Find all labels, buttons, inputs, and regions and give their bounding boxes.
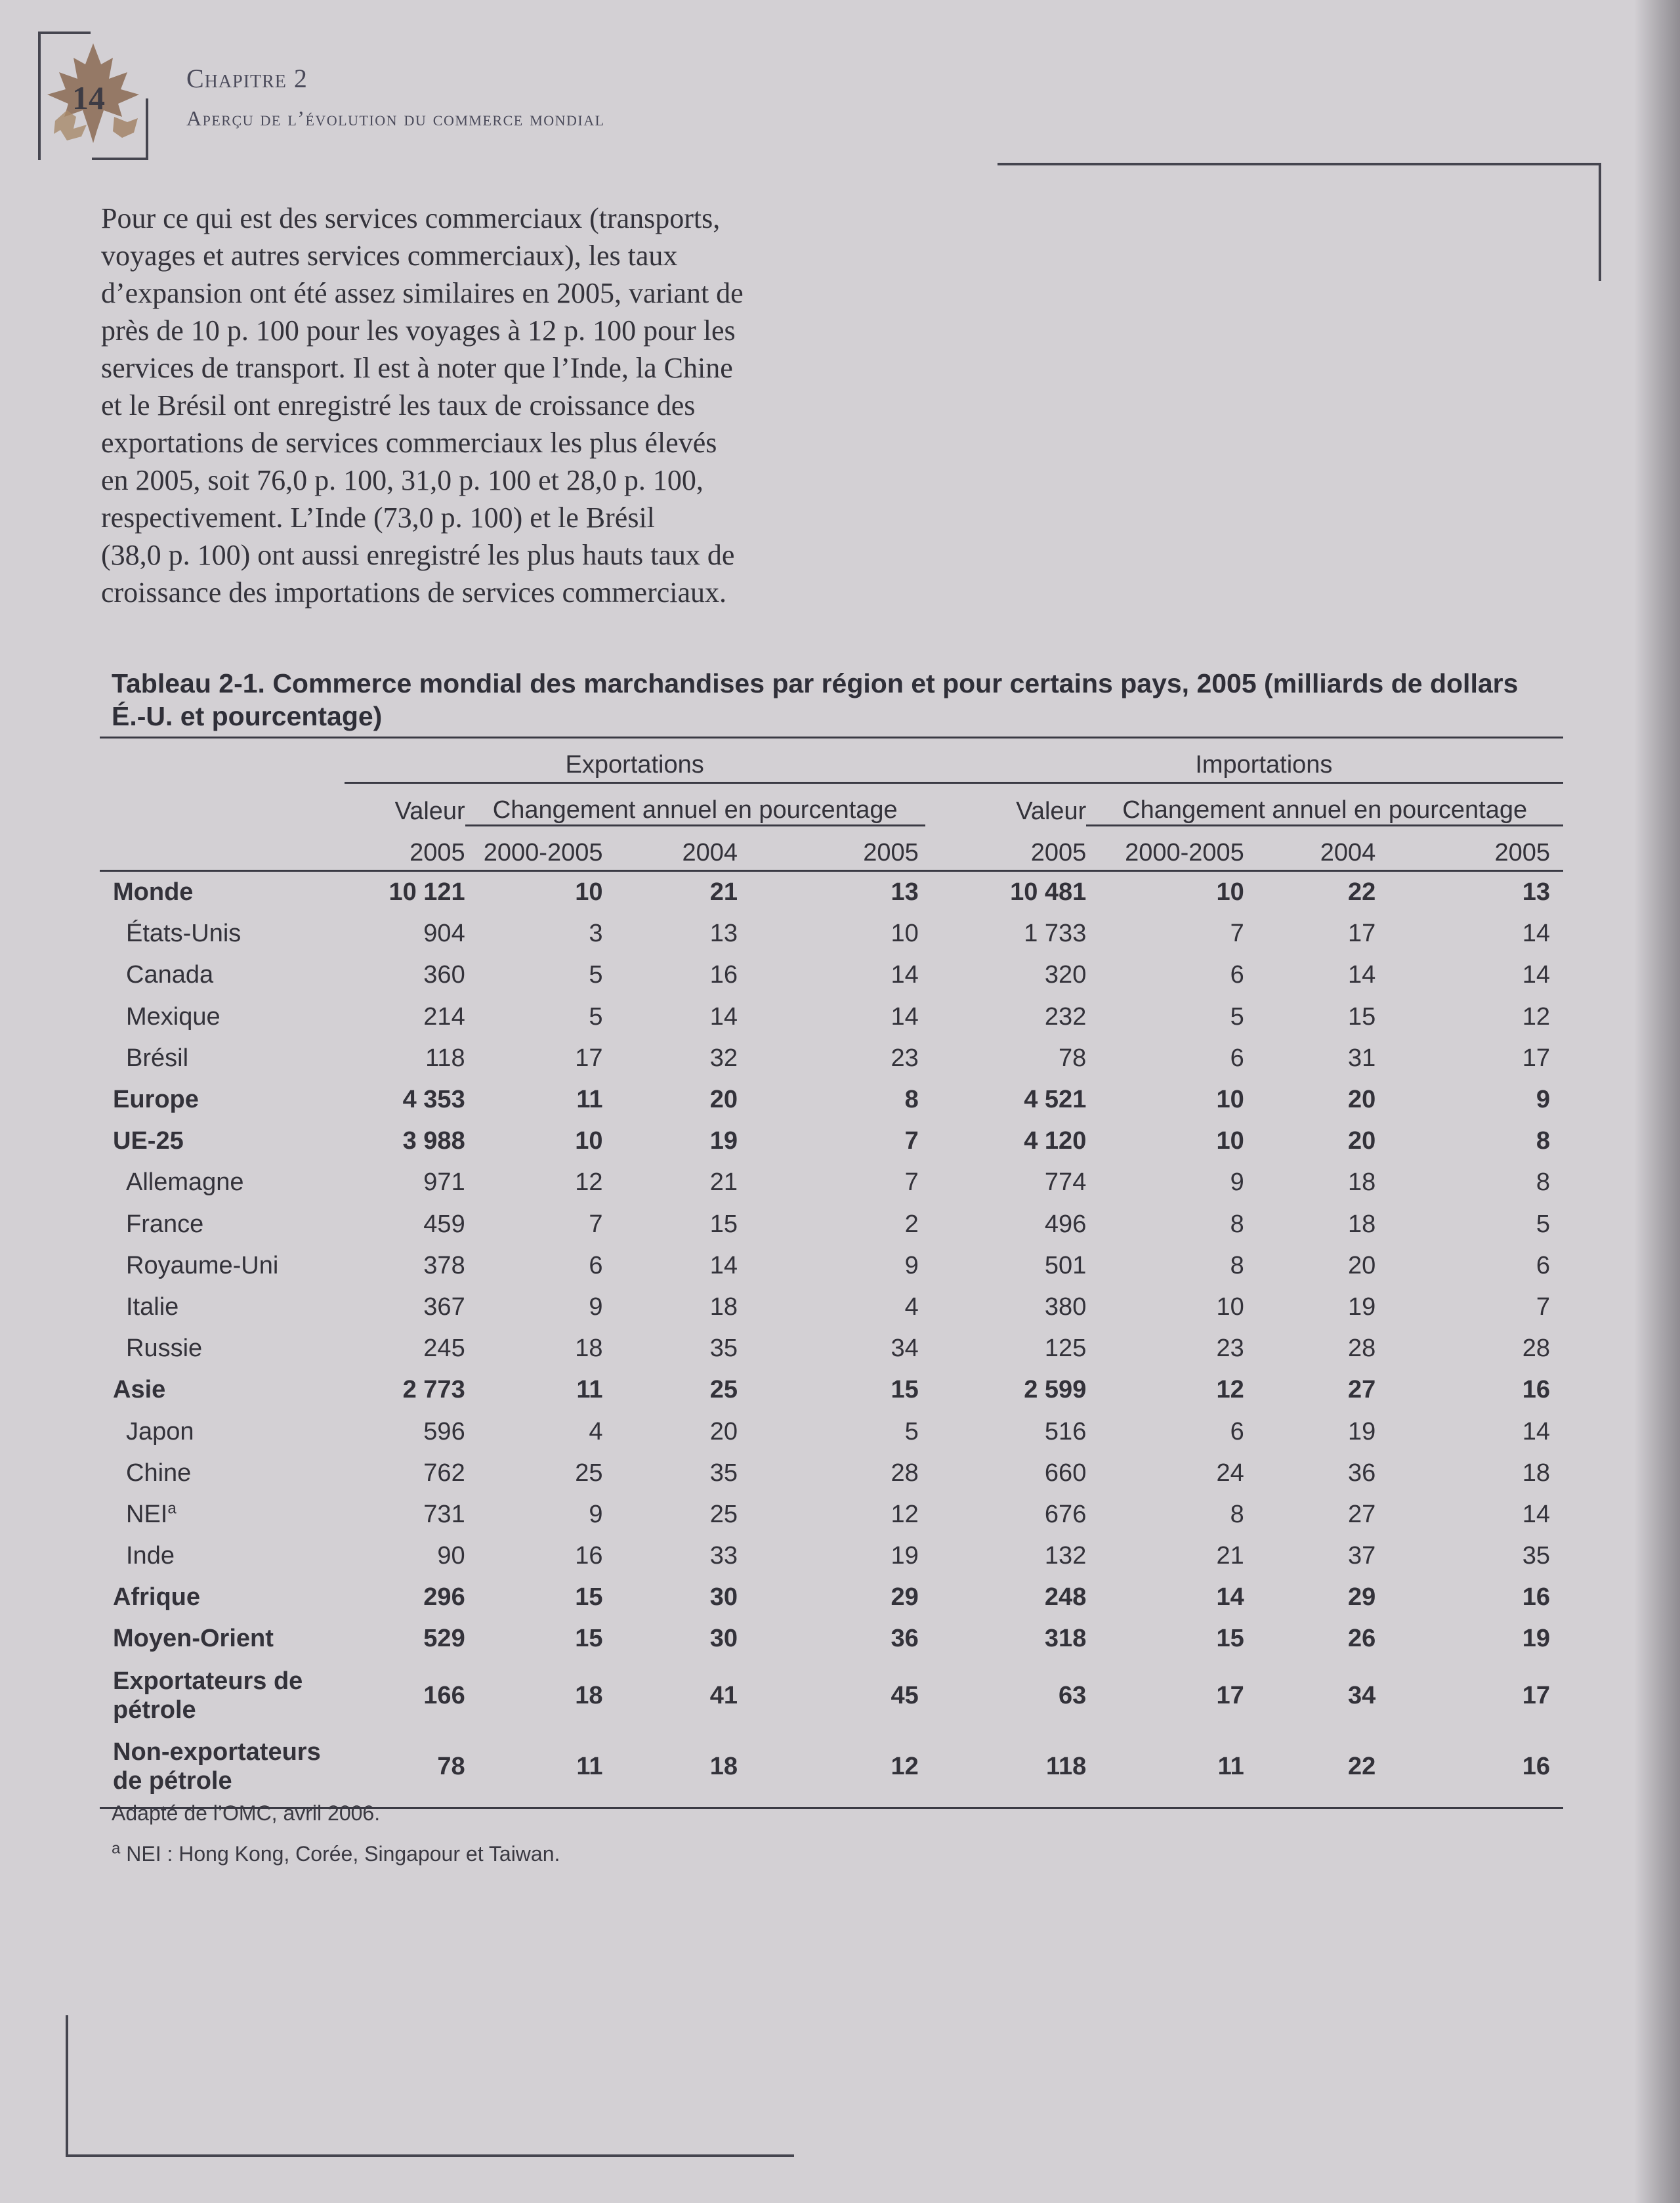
table-cell: 4 353: [402, 1086, 465, 1114]
imports-group-header: Importations: [925, 738, 1563, 783]
table-cell: 18: [709, 1752, 738, 1780]
footnote-text: NEI : Hong Kong, Corée, Singapour et Taiwan.: [120, 1842, 560, 1866]
table-cell: 36: [1348, 1459, 1376, 1487]
paragraph-line: voyages et autres services commerciaux), les taux: [101, 240, 678, 272]
table-cell: 14: [1522, 920, 1550, 948]
paragraph-line: exportations de services commerciaux les plus élevés: [101, 427, 717, 459]
table-cell: 496: [1044, 1210, 1087, 1238]
table-cell: 7: [589, 1210, 603, 1238]
table-cell: 762: [423, 1459, 465, 1487]
table-cell: 35: [709, 1335, 738, 1363]
table-cell: 19: [709, 1127, 738, 1155]
year-header: 2005: [925, 826, 1087, 871]
table-row: [100, 1577, 1563, 1618]
year-header: 2000-2005: [465, 826, 603, 871]
row-label-footnote-mark: a: [167, 1499, 177, 1518]
table-cell: 232: [1044, 1002, 1087, 1031]
table-cell: 20: [1348, 1086, 1376, 1114]
row-label: [100, 1411, 345, 1452]
table-cell: 14: [891, 1002, 919, 1031]
table-cell: 18: [575, 1335, 603, 1363]
table-row: [100, 1369, 1563, 1411]
table-cell: 36: [891, 1625, 919, 1653]
paragraph-line: et le Brésil ont enregistré les taux de croissance des: [101, 389, 696, 421]
header-spacer: [100, 738, 345, 783]
table-cell: 10: [575, 878, 603, 907]
table-cell: 118: [425, 1044, 465, 1072]
table-cell: 30: [709, 1583, 738, 1612]
table-cell: 12: [575, 1168, 603, 1197]
decorative-frame-bottom: [66, 2154, 794, 2157]
year-header: 2004: [1244, 826, 1402, 871]
row-label-text: NEI: [126, 1500, 168, 1528]
table-cell: 14: [1216, 1583, 1244, 1612]
table-cell: 15: [1216, 1625, 1244, 1653]
body-paragraph: [101, 200, 803, 611]
paragraph-line: Pour ce qui est des services commerciaux (transports,: [101, 202, 721, 234]
table-cell: 6: [1536, 1251, 1550, 1279]
table-cell: 8: [904, 1086, 919, 1114]
exports-group-header: Exportations: [345, 738, 925, 783]
table-cell: 33: [709, 1542, 738, 1570]
footnote: [112, 1839, 560, 1866]
row-label: [100, 1245, 345, 1287]
row-label-text: Asie: [113, 1376, 166, 1404]
row-label: [100, 1287, 345, 1328]
table-cell: 459: [423, 1210, 465, 1238]
page-number: 14: [72, 79, 105, 116]
table-cell: 1 733: [1024, 920, 1087, 948]
table-caption: Tableau 2-1. Commerce mondial des marchandises par région et pour certains pays, 2005 (milliards de dollars É.-U. et pourcentage): [112, 668, 1519, 731]
table-cell: 10 121: [388, 878, 465, 907]
table-row: [100, 1411, 1563, 1452]
table-cell: 676: [1044, 1500, 1087, 1528]
table-cell: 17: [575, 1044, 603, 1072]
table-cell: 10: [1216, 1293, 1244, 1321]
table-cell: 35: [1522, 1542, 1550, 1570]
table-cell: 6: [589, 1251, 603, 1279]
table-row: [100, 1038, 1563, 1079]
decorative-frame-top-right: [998, 163, 1601, 165]
table-cell: 14: [709, 1251, 738, 1279]
row-label-text: Inde: [126, 1542, 175, 1570]
table-cell: 8: [1230, 1210, 1244, 1238]
table-cell: 318: [1044, 1625, 1087, 1653]
row-label-text: Europe: [113, 1086, 199, 1114]
page-edge-shadow: [1634, 0, 1680, 2203]
table-cell: 14: [891, 961, 919, 989]
row-label: [100, 1535, 345, 1577]
decorative-frame-right: [1599, 163, 1601, 281]
table-row: [100, 954, 1563, 996]
row-label: [100, 1369, 345, 1411]
row-label-text: Royaume-Uni: [126, 1251, 279, 1279]
table-cell: 7: [904, 1127, 919, 1155]
table-cell: 25: [709, 1500, 738, 1528]
table-cell: 23: [1216, 1335, 1244, 1363]
table-cell: 5: [1230, 1002, 1244, 1031]
table-cell: 15: [891, 1376, 919, 1404]
header-spacer: [100, 826, 345, 871]
table-cell: 20: [709, 1417, 738, 1445]
year-header: 2000-2005: [1086, 826, 1244, 871]
table-cell: 12: [1522, 1002, 1550, 1031]
year-header: 2005: [1402, 826, 1563, 871]
row-label-text: Afrique: [113, 1583, 200, 1612]
table-cell: 9: [904, 1251, 919, 1279]
table-row: [100, 1618, 1563, 1659]
chapter-label: Chapitre 2: [186, 64, 308, 93]
table-cell: 4: [904, 1293, 919, 1321]
row-label: [100, 1079, 345, 1121]
table-cell: 41: [709, 1681, 738, 1709]
year-header: 2004: [602, 826, 764, 871]
table-cell: 35: [709, 1459, 738, 1487]
table-row: [100, 913, 1563, 954]
table-cell: 2 773: [402, 1376, 465, 1404]
table-cell: 10: [891, 920, 919, 948]
table-cell: 10 481: [1010, 878, 1087, 907]
table-cell: 27: [1348, 1500, 1376, 1528]
table-cell: 10: [1216, 1127, 1244, 1155]
row-label: [100, 1453, 345, 1494]
table-cell: 17: [1348, 920, 1376, 948]
source-note: Adapté de l’OMC, avril 2006.: [112, 1801, 381, 1825]
footnote-mark: a: [112, 1839, 121, 1858]
table-cell: 731: [423, 1500, 465, 1528]
paragraph-line: près de 10 p. 100 pour les voyages à 12 p. 100 pour les: [101, 314, 736, 347]
table-cell: 21: [1216, 1542, 1244, 1570]
table-cell: 5: [589, 961, 603, 989]
row-label-text: Italie: [126, 1293, 179, 1321]
table-cell: 28: [1522, 1335, 1550, 1363]
table-cell: 9: [589, 1500, 603, 1528]
table-cell: 529: [423, 1625, 465, 1653]
table-cell: 14: [709, 1002, 738, 1031]
table-cell: 13: [1522, 878, 1550, 907]
chapter-title: Aperçu de l’évolution du commerce mondial: [186, 106, 605, 130]
table-cell: 16: [1522, 1752, 1550, 1780]
table-cell: 25: [709, 1376, 738, 1404]
table-cell: 28: [891, 1459, 919, 1487]
table-row: [100, 1328, 1563, 1369]
table-cell: 248: [1044, 1583, 1087, 1612]
table-cell: 26: [1348, 1625, 1376, 1653]
table-cell: 29: [891, 1583, 919, 1612]
table-row: [100, 1660, 1563, 1731]
row-label: [100, 996, 345, 1038]
table-cell: 4 521: [1024, 1086, 1087, 1114]
table-cell: 11: [1217, 1752, 1244, 1780]
table-cell: 6: [1230, 1417, 1244, 1445]
row-label: [100, 1660, 345, 1731]
table-cell: 501: [1044, 1251, 1087, 1279]
row-label-text: Russie: [126, 1335, 203, 1363]
table-cell: 8: [1536, 1168, 1550, 1197]
table-cell: 9: [1230, 1168, 1244, 1197]
paragraph-line: respectivement. L’Inde (73,0 p. 100) et le Brésil: [101, 502, 655, 534]
table-cell: 774: [1044, 1168, 1087, 1197]
table-cell: 90: [437, 1542, 465, 1570]
table-cell: 29: [1348, 1583, 1376, 1612]
table-cell: 14: [1348, 961, 1376, 989]
table-row: [100, 1245, 1563, 1287]
table-cell: 19: [1348, 1417, 1376, 1445]
table-cell: 4: [589, 1417, 603, 1445]
table-row: [100, 1494, 1563, 1535]
table-cell: 2: [904, 1210, 919, 1238]
table-body: [100, 871, 1563, 1808]
table-cell: 10: [1216, 1086, 1244, 1114]
table-cell: 17: [1216, 1681, 1244, 1709]
row-label: [100, 1162, 345, 1203]
table-cell: 19: [1348, 1293, 1376, 1321]
row-label-text: Chine: [126, 1459, 192, 1487]
row-label-text: Mexique: [126, 1002, 220, 1031]
table-cell: 320: [1044, 961, 1087, 989]
table-row: [100, 1079, 1563, 1121]
table-cell: 5: [1536, 1210, 1550, 1238]
table-cell: 132: [1044, 1542, 1087, 1570]
table-cell: 971: [423, 1168, 465, 1197]
table-cell: 12: [891, 1752, 919, 1780]
table-cell: 17: [1522, 1044, 1550, 1072]
table-cell: 17: [1522, 1681, 1550, 1709]
header-spacer: [100, 783, 345, 826]
table-cell: 904: [423, 920, 465, 948]
paragraph-line: croissance des importations de services commerciaux.: [101, 576, 727, 609]
table-cell: 125: [1044, 1335, 1087, 1363]
row-label: [100, 1121, 345, 1162]
table-cell: 16: [1522, 1583, 1550, 1612]
row-label: [100, 1731, 345, 1808]
row-label-text: Japon: [126, 1417, 194, 1445]
row-label: [100, 1494, 345, 1535]
table-cell: 245: [423, 1335, 465, 1363]
table-cell: 78: [437, 1752, 465, 1780]
exports-change-header: Changement annuel en pourcentage: [465, 783, 925, 826]
table-cell: 34: [1348, 1681, 1376, 1709]
table-cell: 7: [904, 1168, 919, 1197]
table-cell: 596: [423, 1417, 465, 1445]
table-cell: 8: [1230, 1500, 1244, 1528]
table-cell: 11: [576, 1376, 603, 1404]
table-cell: 20: [1348, 1251, 1376, 1279]
table-cell: 45: [891, 1681, 919, 1709]
table-cell: 5: [904, 1417, 919, 1445]
table-cell: 15: [575, 1583, 603, 1612]
table-cell: 11: [576, 1086, 603, 1114]
table-cell: 16: [575, 1542, 603, 1570]
table-cell: 18: [1348, 1168, 1376, 1197]
table-row: [100, 871, 1563, 914]
table-row: [100, 1453, 1563, 1494]
paragraph-line: en 2005, soit 76,0 p. 100, 31,0 p. 100 et 28,0 p. 100,: [101, 464, 704, 496]
table-cell: 15: [1348, 1002, 1376, 1031]
table-cell: 8: [1536, 1127, 1550, 1155]
table-cell: 34: [891, 1335, 919, 1363]
table-cell: 2 599: [1024, 1376, 1087, 1404]
paragraph-line: services de transport. Il est à noter que l’Inde, la Chine: [101, 352, 733, 384]
table-cell: 30: [709, 1625, 738, 1653]
header-frame-top: [38, 32, 91, 34]
table-cell: 16: [709, 961, 738, 989]
table-cell: 28: [1348, 1335, 1376, 1363]
table-cell: 6: [1230, 961, 1244, 989]
table-row: [100, 1535, 1563, 1577]
table-cell: 15: [575, 1625, 603, 1653]
paragraph-line: (38,0 p. 100) ont aussi enregistré les plus hauts taux de: [101, 539, 735, 571]
table-cell: 5: [589, 1002, 603, 1031]
table-cell: 19: [1522, 1625, 1550, 1653]
table-cell: 8: [1230, 1251, 1244, 1279]
paragraph-line: d’expansion ont été assez similaires en 2005, variant de: [101, 277, 744, 309]
imports-value-header: Valeur: [1016, 797, 1087, 825]
table-cell: 380: [1044, 1293, 1087, 1321]
table-row: [100, 1204, 1563, 1245]
table-cell: 166: [423, 1681, 465, 1709]
row-label: [100, 954, 345, 996]
table-cell: 14: [1522, 1500, 1550, 1528]
table-cell: 14: [1522, 961, 1550, 989]
table-cell: 6: [1230, 1044, 1244, 1072]
table-cell: 19: [891, 1542, 919, 1570]
row-label-text: Exportateurs de pétrole: [113, 1667, 303, 1724]
row-label-text: France: [126, 1210, 204, 1238]
row-label-text: Non-exportateurs de pétrole: [113, 1738, 321, 1795]
table-cell: 516: [1044, 1417, 1087, 1445]
row-label: [100, 1328, 345, 1369]
header-frame-bottom: [92, 158, 148, 160]
table-cell: 63: [1059, 1681, 1087, 1709]
table-cell: 23: [891, 1044, 919, 1072]
table-row: [100, 1731, 1563, 1808]
table-cell: 13: [891, 878, 919, 907]
table-cell: 22: [1348, 878, 1376, 907]
row-label-text: UE-25: [113, 1127, 184, 1155]
table-cell: 10: [575, 1127, 603, 1155]
table-cell: 378: [423, 1251, 465, 1279]
table-cell: 10: [1216, 878, 1244, 907]
header-frame-right: [146, 98, 148, 160]
table-cell: 16: [1522, 1376, 1550, 1404]
table-cell: 296: [423, 1583, 465, 1612]
row-label: [100, 871, 345, 914]
table-cell: 15: [709, 1210, 738, 1238]
table-cell: 12: [891, 1500, 919, 1528]
table-cell: 7: [1536, 1293, 1550, 1321]
table-cell: 18: [709, 1293, 738, 1321]
table-cell: 25: [575, 1459, 603, 1487]
year-header: 2005: [345, 826, 465, 871]
table-cell: 24: [1216, 1459, 1244, 1487]
imports-change-header: Changement annuel en pourcentage: [1086, 783, 1563, 826]
table-cell: 360: [423, 961, 465, 989]
table-cell: 27: [1348, 1376, 1376, 1404]
exports-value-header: Valeur: [394, 797, 465, 825]
table-cell: 31: [1348, 1044, 1376, 1072]
table-cell: 32: [709, 1044, 738, 1072]
table-cell: 214: [423, 1002, 465, 1031]
row-label-text: États-Unis: [126, 920, 242, 948]
table-cell: 3 988: [402, 1127, 465, 1155]
table-row: [100, 1287, 1563, 1328]
trade-table: [100, 737, 1563, 1809]
table-cell: 18: [1522, 1459, 1550, 1487]
table-cell: 12: [1216, 1376, 1244, 1404]
trade-table-container: [100, 737, 1563, 1809]
table-row: [100, 1121, 1563, 1162]
row-label-text: Moyen-Orient: [113, 1625, 274, 1653]
row-label: [100, 913, 345, 954]
row-label-text: Brésil: [126, 1044, 189, 1072]
row-label: [100, 1204, 345, 1245]
table-cell: 3: [589, 920, 603, 948]
table-cell: 660: [1044, 1459, 1087, 1487]
table-cell: 4 120: [1024, 1127, 1087, 1155]
table-cell: 118: [1046, 1752, 1087, 1780]
row-label: [100, 1038, 345, 1079]
table-cell: 9: [1536, 1086, 1550, 1114]
table-cell: 21: [709, 878, 738, 907]
row-label-text: Monde: [113, 878, 194, 907]
table-cell: 11: [576, 1752, 603, 1780]
table-cell: 13: [709, 920, 738, 948]
row-label-text: Canada: [126, 961, 214, 989]
table-cell: 78: [1059, 1044, 1087, 1072]
row-label-text: Allemagne: [126, 1168, 244, 1197]
row-label: [100, 1618, 345, 1659]
decorative-frame-bottom-left: [66, 2015, 68, 2156]
table-cell: 7: [1230, 920, 1244, 948]
table-cell: 9: [589, 1293, 603, 1321]
table-cell: 18: [575, 1681, 603, 1709]
table-cell: 21: [709, 1168, 738, 1197]
year-header: 2005: [764, 826, 925, 871]
table-cell: 18: [1348, 1210, 1376, 1238]
table-cell: 37: [1348, 1542, 1376, 1570]
table-cell: 14: [1522, 1417, 1550, 1445]
table-row: [100, 1162, 1563, 1203]
table-cell: 20: [709, 1086, 738, 1114]
table-cell: 22: [1348, 1752, 1376, 1780]
table-cell: 20: [1348, 1127, 1376, 1155]
table-cell: 367: [423, 1293, 465, 1321]
table-row: [100, 996, 1563, 1038]
row-label: [100, 1577, 345, 1618]
